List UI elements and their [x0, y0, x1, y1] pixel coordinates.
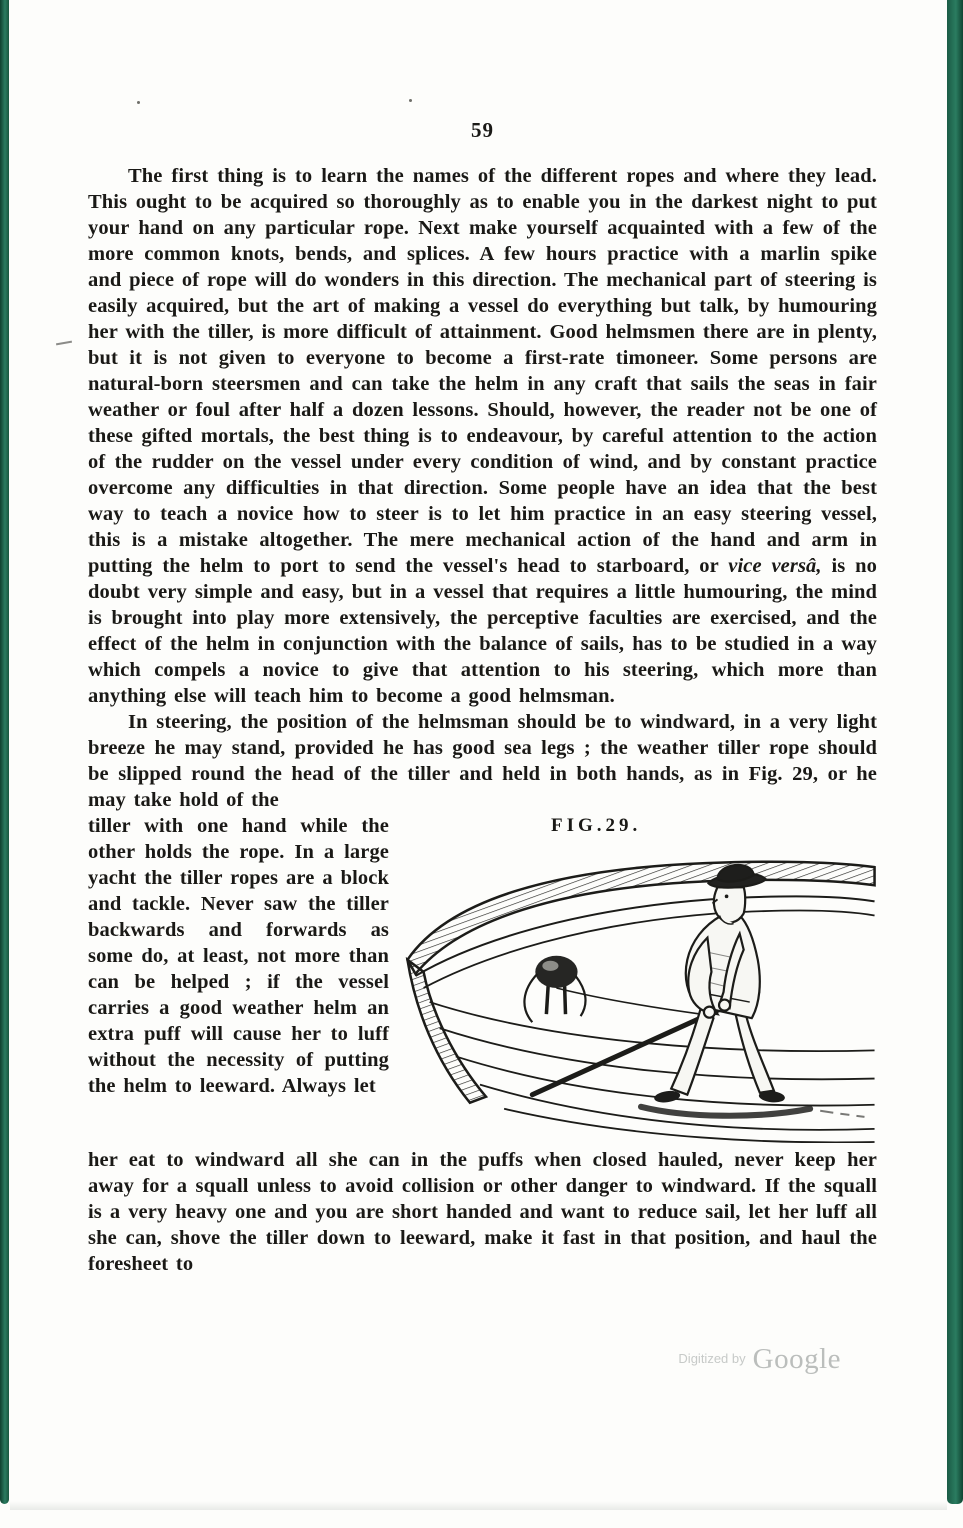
page-number: 59	[471, 118, 494, 142]
scan-speck	[409, 99, 412, 102]
paragraph-1	[88, 163, 877, 709]
tiller-head	[524, 956, 585, 1022]
google-logo: Google	[752, 1343, 841, 1375]
figure-29-label: FIG.29.	[551, 815, 642, 836]
paragraph-2-wrapped: tiller with one hand while the other holds the rope. In a large yacht the tiller ropes are a block and tackle. Never saw the tiller backwards and forwards as some do, at least, not more than can be helped ; if the vessel carries a good weather helm an extra puff will cause her to luff without the necessity of putting the helm to leeward. Always let	[88, 815, 389, 1097]
scan-speck	[137, 101, 140, 104]
stray-pen-mark	[56, 341, 72, 346]
figure-wrap-section	[88, 813, 877, 1099]
helmsman-figure	[653, 865, 785, 1104]
boat-hull	[407, 862, 874, 1143]
helmsman-tiller-illustration	[403, 841, 877, 1143]
paragraph-1-text: The first thing is to learn the names of the different ropes and where they lead. This ought to be acquired so thoroughly as to enable you in the darkest night to put your hand on any particular rope. Next make yourself acquainted with a few of the more common knots, bends, and splices. A few hours practice with a marlin spike and piece of rope will do wonders in this direction. The mechanical part of steering is easily acquired, but the art of making a vessel do everything but talk, by humouring her with the tiller, is more difficult of attainment. Good helmsmen there are in plenty, but it is not given to everyone to become a first-rate timoneer. Some persons are natural-born steersmen and can take the helm in any craft that sails the seas in fair weather or foul after half a dozen lessons. Should, however, the reader not be one of these gifted mortals, the best thing is to endeavour, by careful attention to the action of the rudder on the vessel under every condition of wind, and by constant practice overcome any difficulties in that direction. Some people have an idea that the best way to teach a novice how to steer is to let him practice in an easy steering vessel, this is a mistake altogether. The mere mechanical action of the hand and arm in putting the helm to port to send the vessel's head to starboard, or	[88, 165, 877, 577]
ground-shadow	[641, 1107, 864, 1117]
watermark-text: Digitized by	[678, 1351, 746, 1366]
page-content	[88, 118, 877, 1376]
paragraph-1-text-continued: is no doubt very simple and easy, but in a vessel that requires a little humouring, the mind is brought into play more extensively, the perceptive faculties are exercised, and the effect of the helm in conjunction with the balance of sails, has to be studied in a way which compels a novice to give that attention to his steering, which more than anything else will teach him to become a good helmsman.	[88, 555, 878, 707]
watermark	[88, 1343, 877, 1376]
book-edge-left	[0, 0, 9, 1504]
page-bottom-shadow	[10, 1501, 947, 1510]
paragraph-3: her eat to windward all she can in the puffs when closed hauled, never keep her away for a squall unless to avoid collision or other danger to windward. If the squall is a very heavy one and you are short handed and want to reduce sail, let her luff all she can, shove the tiller down to leeward, make it fast in that position, and haul the foresheet to	[88, 1149, 877, 1275]
figure-29	[403, 815, 877, 1143]
book-edge-right	[947, 0, 963, 1504]
latin-phrase-italic: vice versâ,	[728, 555, 822, 577]
paragraph-2: In steering, the position of the helmsman should be to windward, in a very light breeze he may stand, provided he has good sea legs ; the weather tiller rope should be slipped round the head of the tiller and held in both hands, as in Fig. 29, or he may take hold of the	[88, 711, 877, 811]
